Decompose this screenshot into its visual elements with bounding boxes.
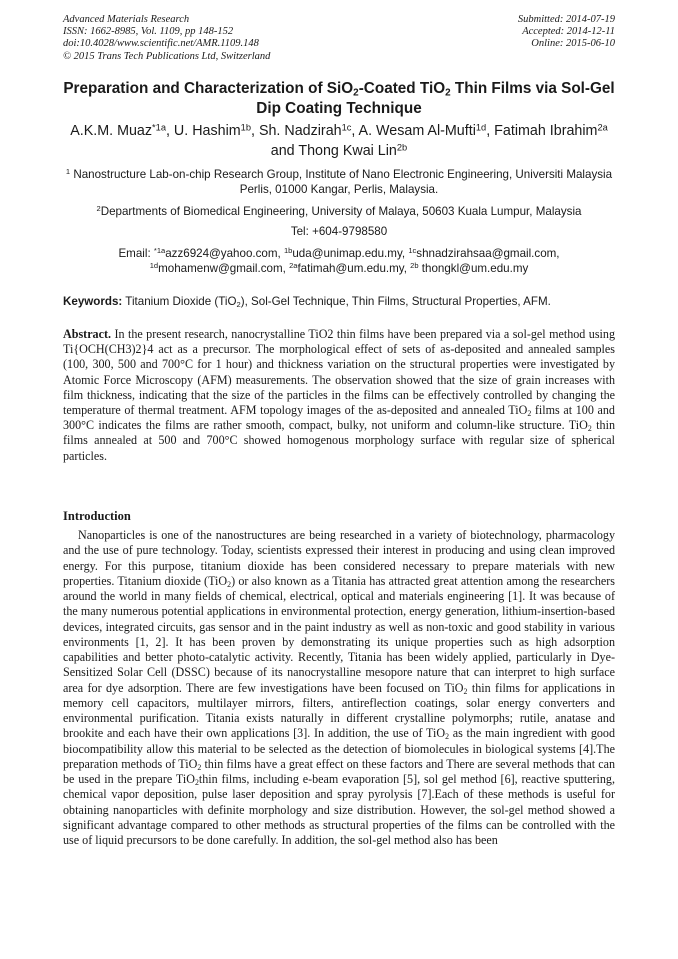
accepted-date: Accepted: 2014-12-11	[522, 26, 615, 38]
copyright: © 2015 Trans Tech Publications Ltd, Switzerland	[63, 50, 271, 62]
telephone: Tel: +604-9798580	[290, 225, 388, 238]
abstract: Abstract. In the present research, nanocrystalline TiO2 thin films have been prepared via a sol-gel method using Ti{OCH(CH3)2}4 act as a precursor. The morphological effect of sets of as-deposited and annealed samples (100, 300, 500 and 700°C for 1 hour) and thickness variation on the structural properties were investigated by Atomic Force Microscopy (AFM) measurements. The observation showed that the size of grain increases with film thickness, indicating that the size of the particles in the films can be effectively controlled by changing the temperature of thermal treatment. AFM topology images of the as-deposited and annealed TiO$_2$ films at 100 and 300°C indicates the films are rather smooth, compact, bulky, not uniform and column-like structure. TiO$_2$ thin films annealed at 500 and 700°C showed homogenous morphology surface with regular size of spherical particles.	[63, 327, 615, 463]
introduction-paragraph: Nanoparticles is one of the nanostructures are being researched in a variety of biotechnology, pharmacology and the use of pure technology. Today, scientists expressed their interest in producing and using clean improved energy. For this purpose, titanium dioxide has been considered necessary to prepare materials with new properties. Titanium dioxide (TiO$_2$) or also known as a Titania has attracted great attention among the researchers around the world in many fields of chemical, electrical, optical and materials engineering [1]. It was because of the many numerous potential applications in environmental protection, energy generation, lithium-insertion-based devices, integrated circuits, gas sensor and in the paint industry as well as non-toxic and good stability in various environments [1, 2]. It has been proven by demonstrating its unique properties such as high adsorption capabilities and better photo-catalytic activity. Recently, Titania has been widely applied, particularly in Dye-Sensitized Solar Cell (DSSC) because of its nanocrystalline mesopore nature that can interpret to high surface area for dye adsorption. There are few investigations have been focused on TiO$_2$ thin films for applications in memory cell capacitors, multilayer mirrors, filters, antireflection coatings, solar energy converters and environmental purification. Titania exists naturally in different crystalline polymorphs; rutile, anatase and brookite and each have their own applications [3]. In addition, the use of TiO$_2$ as the main ingredient with good biocompatibility allow this material to be selected as the detection of biomolecules in biological systems [4].The preparation methods of TiO$_2$ thin films have a great effect on these factors and There are several methods that can be used in the prepare TiO$_2$thin films, including e-beam evaporation [5], sol gel method [6], reactive sputtering, chemical vapor deposition, pulse laser deposition and spray pyrolysis [7].Each of these methods is useful for obtaining nanoparticles with definite morphology and size distribution. However, the sol-gel method showed a significant advantage compared to other methods as structural properties of the films can be controlled with the use of liquid precursors to be done carefully. In addition, the sol-gel method also has been	[63, 528, 616, 847]
submitted-date: Submitted: 2014-07-19	[517, 14, 615, 25]
online-date: Online: 2015-06-10	[531, 38, 615, 50]
paper-title: Preparation and Characterization of SiO$_2$-Coated TiO$_2$ Thin Films via Sol-Gel Dip Coating Technique	[63, 80, 615, 117]
affiliation-1: $^1$ Nanostructure Lab-on-chip Research Group, Institute of Nano Electronic Engineering, Universiti Malaysia Perlis, 01000 Kangar, Perlis, Malaysia.	[65, 167, 613, 196]
section-heading-introduction: Introduction	[63, 509, 131, 523]
journal-info	[63, 14, 270, 63]
keywords: Keywords: Titanium Dioxide (TiO$_2$), Sol-Gel Technique, Thin Films, Structural Properties, AFM.	[63, 295, 551, 309]
submission-dates	[518, 14, 615, 51]
email-list: Email: $^{*1a}$azz6924@yahoo.com, $^{1b}$uda@unimap.edu.my, $^{1c}$shnadzirahsaa@gmail.com, $^{1d}$mohamenw@gmail.com, $^{2a}$fatimah@um.edu.my, $^{2b}$ thongkl@um.edu.my	[118, 246, 560, 275]
journal-name: Advanced Materials Research	[63, 14, 190, 25]
affiliation-2: $^2$Departments of Biomedical Engineering, University of Malaya, 50603 Kuala Lumpur, Malaysia	[96, 204, 582, 218]
doi: doi:10.4028/www.scientific.net/AMR.1109.148	[63, 38, 259, 50]
issn-volume: ISSN: 1662-8985, Vol. 1109, pp 148-152	[63, 26, 234, 38]
author-list: A.K.M. Muaz$^{*1a}$, U. Hashim$^{1b}$, Sh. Nadzirah$^{1c}$, A. Wesam Al-Mufti$^{1d}$, Fatimah Ibrahim$^{2a}$ and Thong Kwai Lin$^{2b}$	[70, 122, 608, 159]
